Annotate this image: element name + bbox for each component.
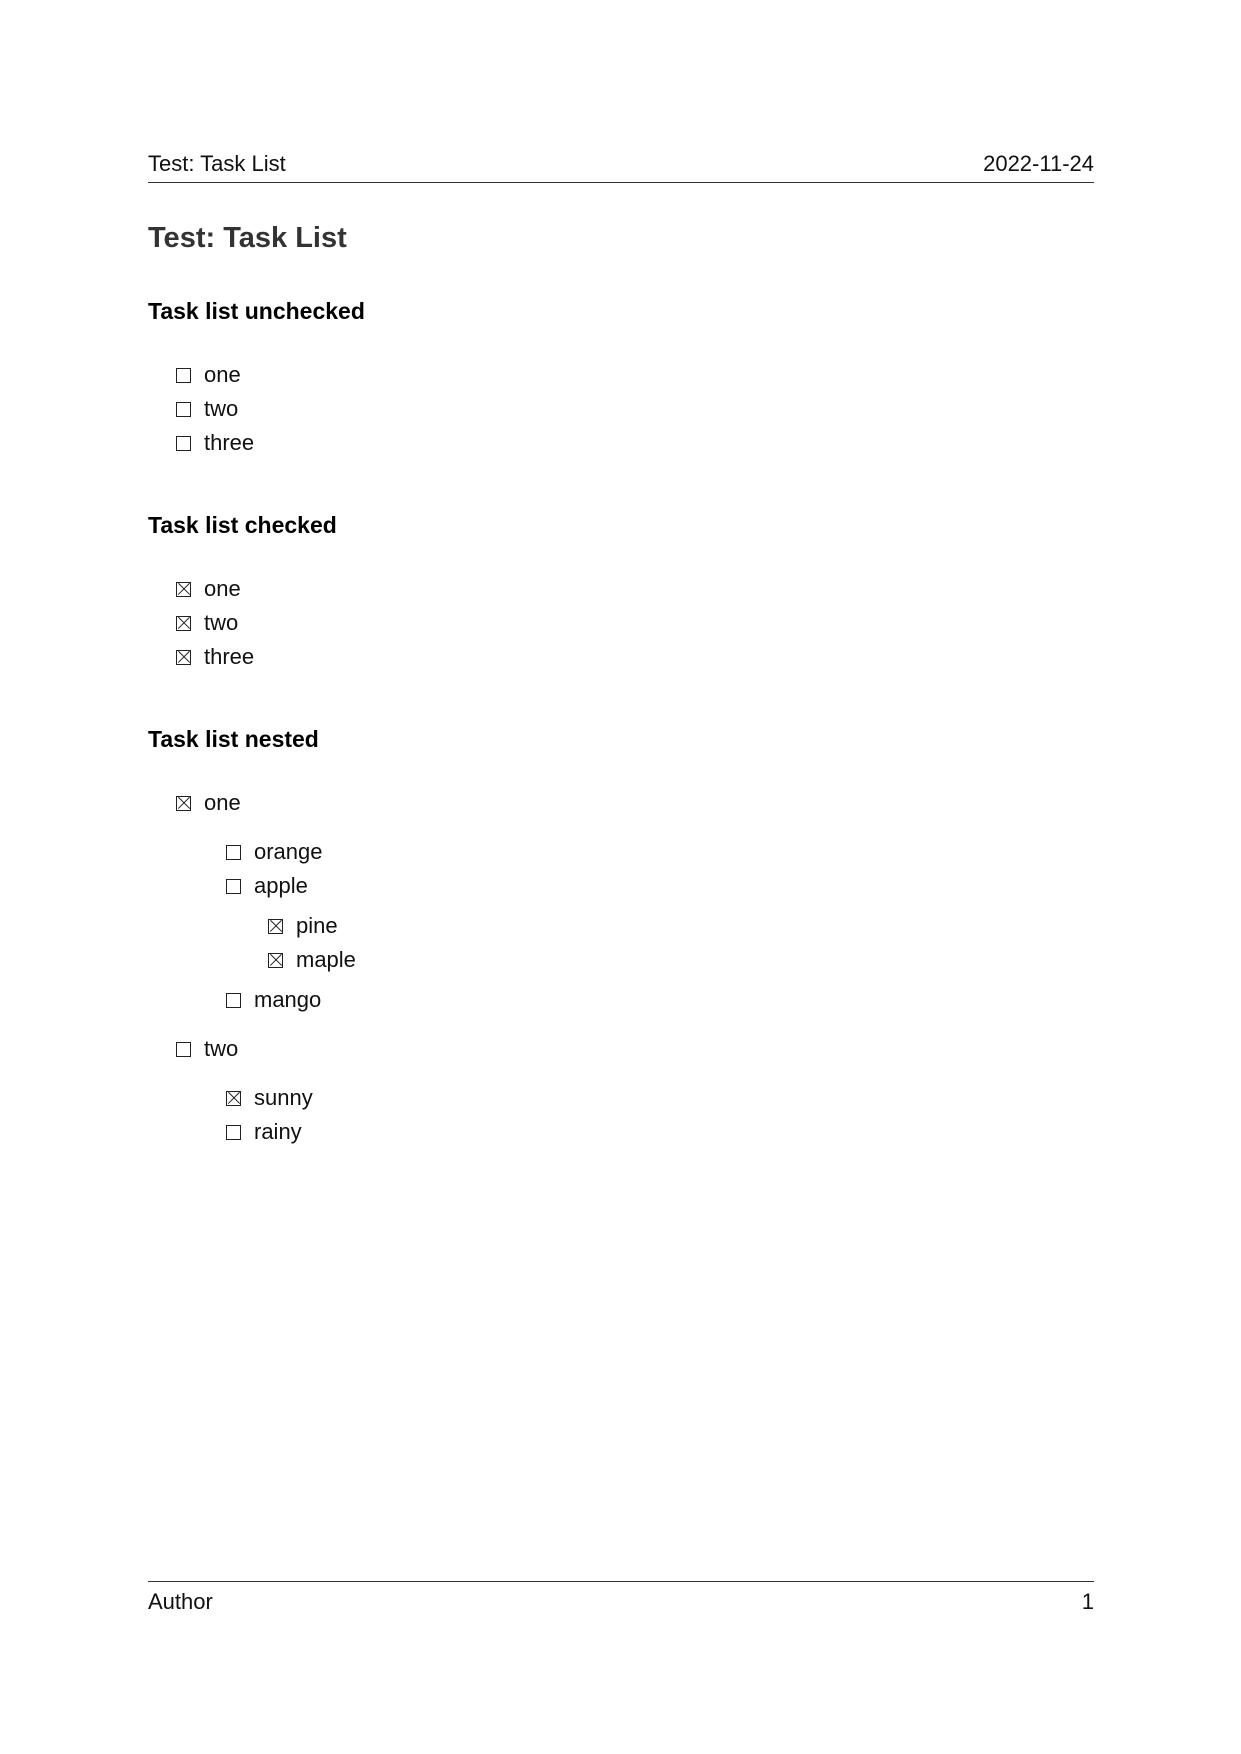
task-label: apple: [254, 873, 308, 898]
checkbox-unchecked-icon[interactable]: [176, 436, 191, 451]
task-label: three: [204, 644, 255, 669]
footer-author: Author: [148, 1589, 213, 1614]
task-label: one: [204, 576, 241, 601]
task-item[interactable]: [176, 428, 254, 458]
checkbox-unchecked-icon[interactable]: [176, 402, 191, 417]
task-item-nested[interactable]: [226, 837, 323, 867]
task-label: two: [204, 1036, 239, 1061]
task-label: pine: [296, 913, 338, 938]
task-label: one: [204, 790, 241, 815]
task-item[interactable]: [176, 642, 254, 672]
task-item-nested[interactable]: [226, 1117, 302, 1147]
task-item[interactable]: [176, 788, 241, 818]
checkbox-unchecked-icon[interactable]: [226, 1125, 241, 1140]
task-label: orange: [254, 839, 323, 864]
header-date: 2022-11-24: [983, 151, 1094, 176]
task-label: two: [204, 610, 239, 635]
checkbox-unchecked-icon[interactable]: [176, 368, 191, 383]
task-item[interactable]: [176, 608, 238, 638]
task-item-nested[interactable]: [268, 945, 356, 975]
section-heading-nested: Task list nested: [148, 726, 319, 752]
checkbox-checked-icon[interactable]: [176, 650, 191, 665]
checkbox-checked-icon[interactable]: [268, 953, 283, 968]
checkbox-unchecked-icon[interactable]: [226, 879, 241, 894]
task-item-nested[interactable]: [226, 985, 321, 1015]
task-item[interactable]: [176, 574, 241, 604]
task-label: mango: [254, 987, 322, 1012]
document-title: Test: Task List: [148, 222, 347, 254]
checkbox-checked-icon[interactable]: [176, 796, 191, 811]
page-number: 1: [1081, 1589, 1094, 1614]
task-item[interactable]: [176, 360, 241, 390]
task-label: one: [204, 362, 241, 387]
task-label: sunny: [254, 1085, 313, 1110]
task-label: two: [204, 396, 239, 421]
checkbox-unchecked-icon[interactable]: [176, 1042, 191, 1057]
page-footer: [148, 1581, 1094, 1616]
task-item[interactable]: [176, 394, 238, 424]
checkbox-unchecked-icon[interactable]: [226, 993, 241, 1008]
section-heading-unchecked: Task list unchecked: [148, 298, 365, 324]
task-label: maple: [296, 947, 356, 972]
checkbox-checked-icon[interactable]: [176, 582, 191, 597]
checkbox-checked-icon[interactable]: [176, 616, 191, 631]
task-label: rainy: [254, 1119, 302, 1144]
page-header: [148, 150, 1094, 183]
checkbox-checked-icon[interactable]: [268, 919, 283, 934]
task-item-nested[interactable]: [226, 871, 308, 901]
checkbox-unchecked-icon[interactable]: [226, 845, 241, 860]
task-label: three: [204, 430, 255, 455]
header-document-title: Test: Task List: [148, 151, 286, 176]
checkbox-checked-icon[interactable]: [226, 1091, 241, 1106]
section-heading-checked: Task list checked: [148, 512, 337, 538]
task-item[interactable]: [176, 1034, 238, 1064]
task-item-nested[interactable]: [226, 1083, 313, 1113]
task-item-nested[interactable]: [268, 911, 338, 941]
